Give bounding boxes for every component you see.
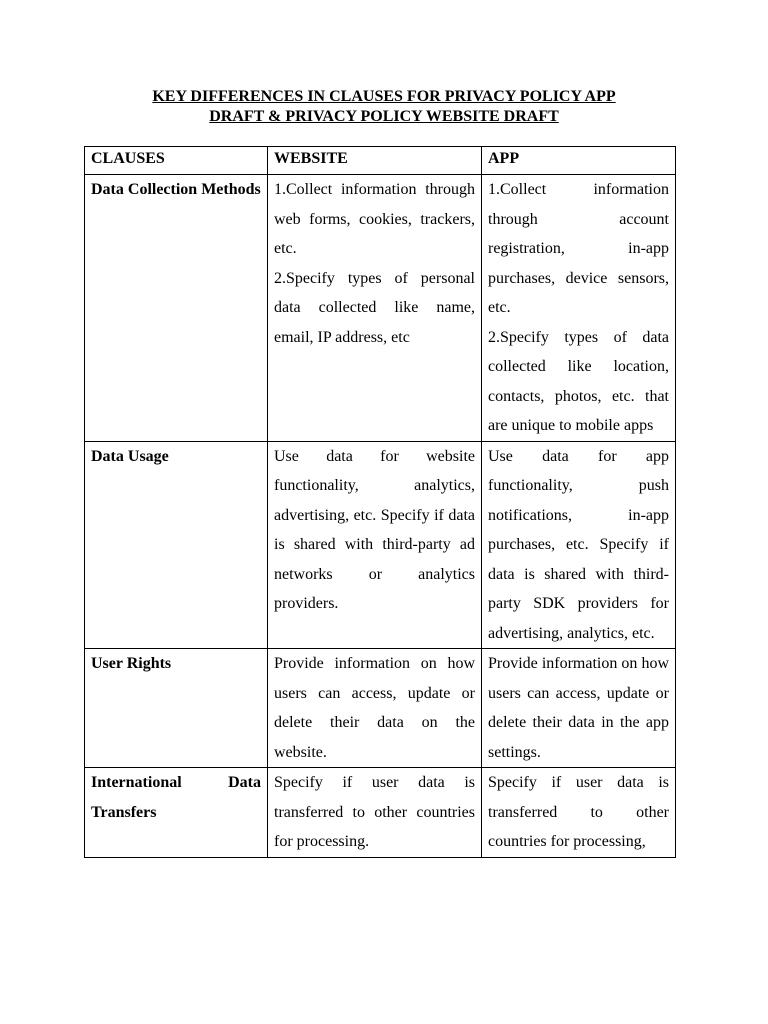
clause-cell — [85, 768, 268, 858]
website-text: 1.Collect information through web forms, cookies, trackers, etc. — [274, 181, 475, 257]
website-text: Specify if user data is transferred to other countries for processing. — [274, 774, 475, 850]
website-cell — [268, 768, 482, 858]
clause-label: Data Usage — [91, 447, 169, 465]
title-line-1: KEY DIFFERENCES IN CLAUSES FOR PRIVACY POLICY APP — [152, 88, 616, 105]
app-text: Use data for app functionality, push notifications, in-app purchases, etc. Specify if data is shared with third-party SDK providers for advertising, analytics, etc. — [488, 447, 669, 642]
clauses-comparison-table — [84, 146, 676, 858]
clause-label: Data Collection Methods — [91, 181, 261, 198]
website-cell — [268, 175, 482, 442]
table-row-international-transfers — [85, 768, 676, 858]
app-cell — [482, 175, 676, 442]
clause-cell — [85, 175, 268, 442]
website-cell — [268, 649, 482, 768]
header-website: WEBSITE — [268, 147, 482, 175]
clause-cell — [85, 649, 268, 768]
header-clauses: CLAUSES — [85, 147, 268, 175]
app-cell — [482, 441, 676, 649]
table-row-data-collection — [85, 175, 676, 442]
clause-label: User Rights — [91, 655, 172, 672]
clause-label: International Data Transfers — [91, 774, 261, 821]
website-text: Provide information on how users can access, update or delete their data on the website. — [274, 655, 475, 761]
website-text: 2.Specify types of personal data collected like name, email, IP address, etc — [274, 269, 475, 346]
app-text: 1.Collect information through account registration, in-app purchases, device sensors, etc. — [488, 181, 669, 316]
app-cell — [482, 768, 676, 858]
table-row-user-rights — [85, 649, 676, 768]
title-line-2: DRAFT & PRIVACY POLICY WEBSITE DRAFT — [209, 108, 559, 125]
header-app: APP — [482, 147, 676, 175]
website-text: Use data for website functionality, analytics, advertising, etc. Specify if data is shared with third-party ad networks or analytics providers. — [274, 447, 475, 612]
app-cell — [482, 649, 676, 768]
clause-cell — [85, 441, 268, 649]
website-cell — [268, 441, 482, 649]
document-title — [84, 87, 684, 127]
table-header-row — [85, 147, 676, 175]
app-text: 2.Specify types of data collected like location, contacts, photos, etc. that are unique to mobile apps — [488, 328, 669, 434]
app-text: Specify if user data is transferred to other countries for processing, — [488, 774, 669, 850]
table-row-data-usage — [85, 441, 676, 649]
app-text: Provide information on how users can access, update or delete their data in the app settings. — [488, 655, 669, 761]
